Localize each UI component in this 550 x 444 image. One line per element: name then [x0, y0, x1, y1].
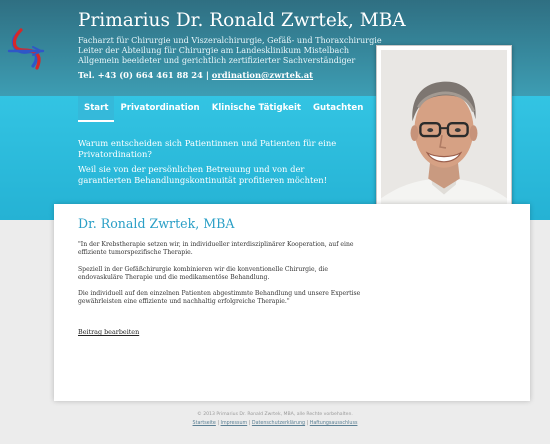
nav-start[interactable]: Start — [78, 96, 114, 122]
subline-position: Leiter der Abteilung für Chirurgie am Landesklinikum Mistelbach — [78, 45, 350, 55]
hero-answer: Weil sie von der persönlichen Betreuung und von der garantierten Behandlungskontinuität profitieren möchten! — [78, 163, 328, 185]
phone-number: Tel. +43 (0) 664 461 88 24 — [78, 70, 203, 80]
hero-text — [78, 138, 343, 190]
main-nav — [78, 96, 420, 122]
paragraph-cancer-therapy: "In der Krebstherapie setzen wir, in individueller interdisziplinärer Kooperation, auf eine effiziente tumorspezifische Therapie. — [78, 241, 354, 257]
footer-links — [0, 421, 550, 426]
logo-icon[interactable] — [7, 24, 47, 74]
footer-separator: | — [247, 421, 252, 426]
nav-klinische-taetigkeit[interactable]: Klinische Tätigkeit — [211, 103, 301, 113]
edit-post-link[interactable]: Beitrag bearbeiten — [78, 328, 140, 336]
contact-line — [78, 70, 313, 80]
nav-privatordination[interactable]: Privatordination — [120, 103, 200, 113]
footer-link-impressum[interactable]: Impressum — [220, 421, 248, 426]
footer-copyright: © 2013 Primarius Dr. Ronald Zwrtek, MBA, alle Rechte vorbehalten. — [197, 412, 353, 417]
footer-link-startseite[interactable]: Startseite — [192, 421, 216, 426]
subline-expert: Allgemein beeideter und gerichtlich zertifizierter Sachverständiger — [78, 55, 356, 65]
content-title: Dr. Ronald Zwrtek, MBA — [78, 216, 235, 231]
subline-specialty: Facharzt für Chirurgie und Viszeralchirurgie, Gefäß- und Thoraxchirurgie — [78, 35, 382, 45]
paragraph-treatment: Die individuell auf den einzelnen Patienten abgestimmte Behandlung und unsere Expertise gewährleisten eine effiziente und nachhaltig erfolgreiche Therapie." — [78, 290, 361, 306]
footer-link-datenschutz[interactable]: Datenschutzerklärung — [251, 421, 306, 426]
content-card — [54, 204, 530, 401]
site-title[interactable]: Primarius Dr. Ronald Zwrtek, MBA — [78, 10, 406, 31]
footer-separator: | — [305, 421, 310, 426]
hero-question: Warum entscheiden sich Patientinnen und Patienten für eine Privatordination? — [78, 138, 337, 159]
paragraph-vascular-surgery: Speziell in der Gefäßchirurgie kombinieren wir die konventionelle Chirurgie, die endovaskuläre Therapie und die medikamentöse Behandlung. — [78, 266, 328, 282]
footer-link-haftungsausschluss[interactable]: Haftungsausschluss — [309, 421, 358, 426]
contact-separator: | — [205, 70, 209, 80]
nav-gutachten[interactable]: Gutachten — [313, 103, 364, 113]
email-link[interactable]: ordination@zwrtek.at — [211, 70, 314, 80]
footer-separator: | — [215, 421, 221, 426]
